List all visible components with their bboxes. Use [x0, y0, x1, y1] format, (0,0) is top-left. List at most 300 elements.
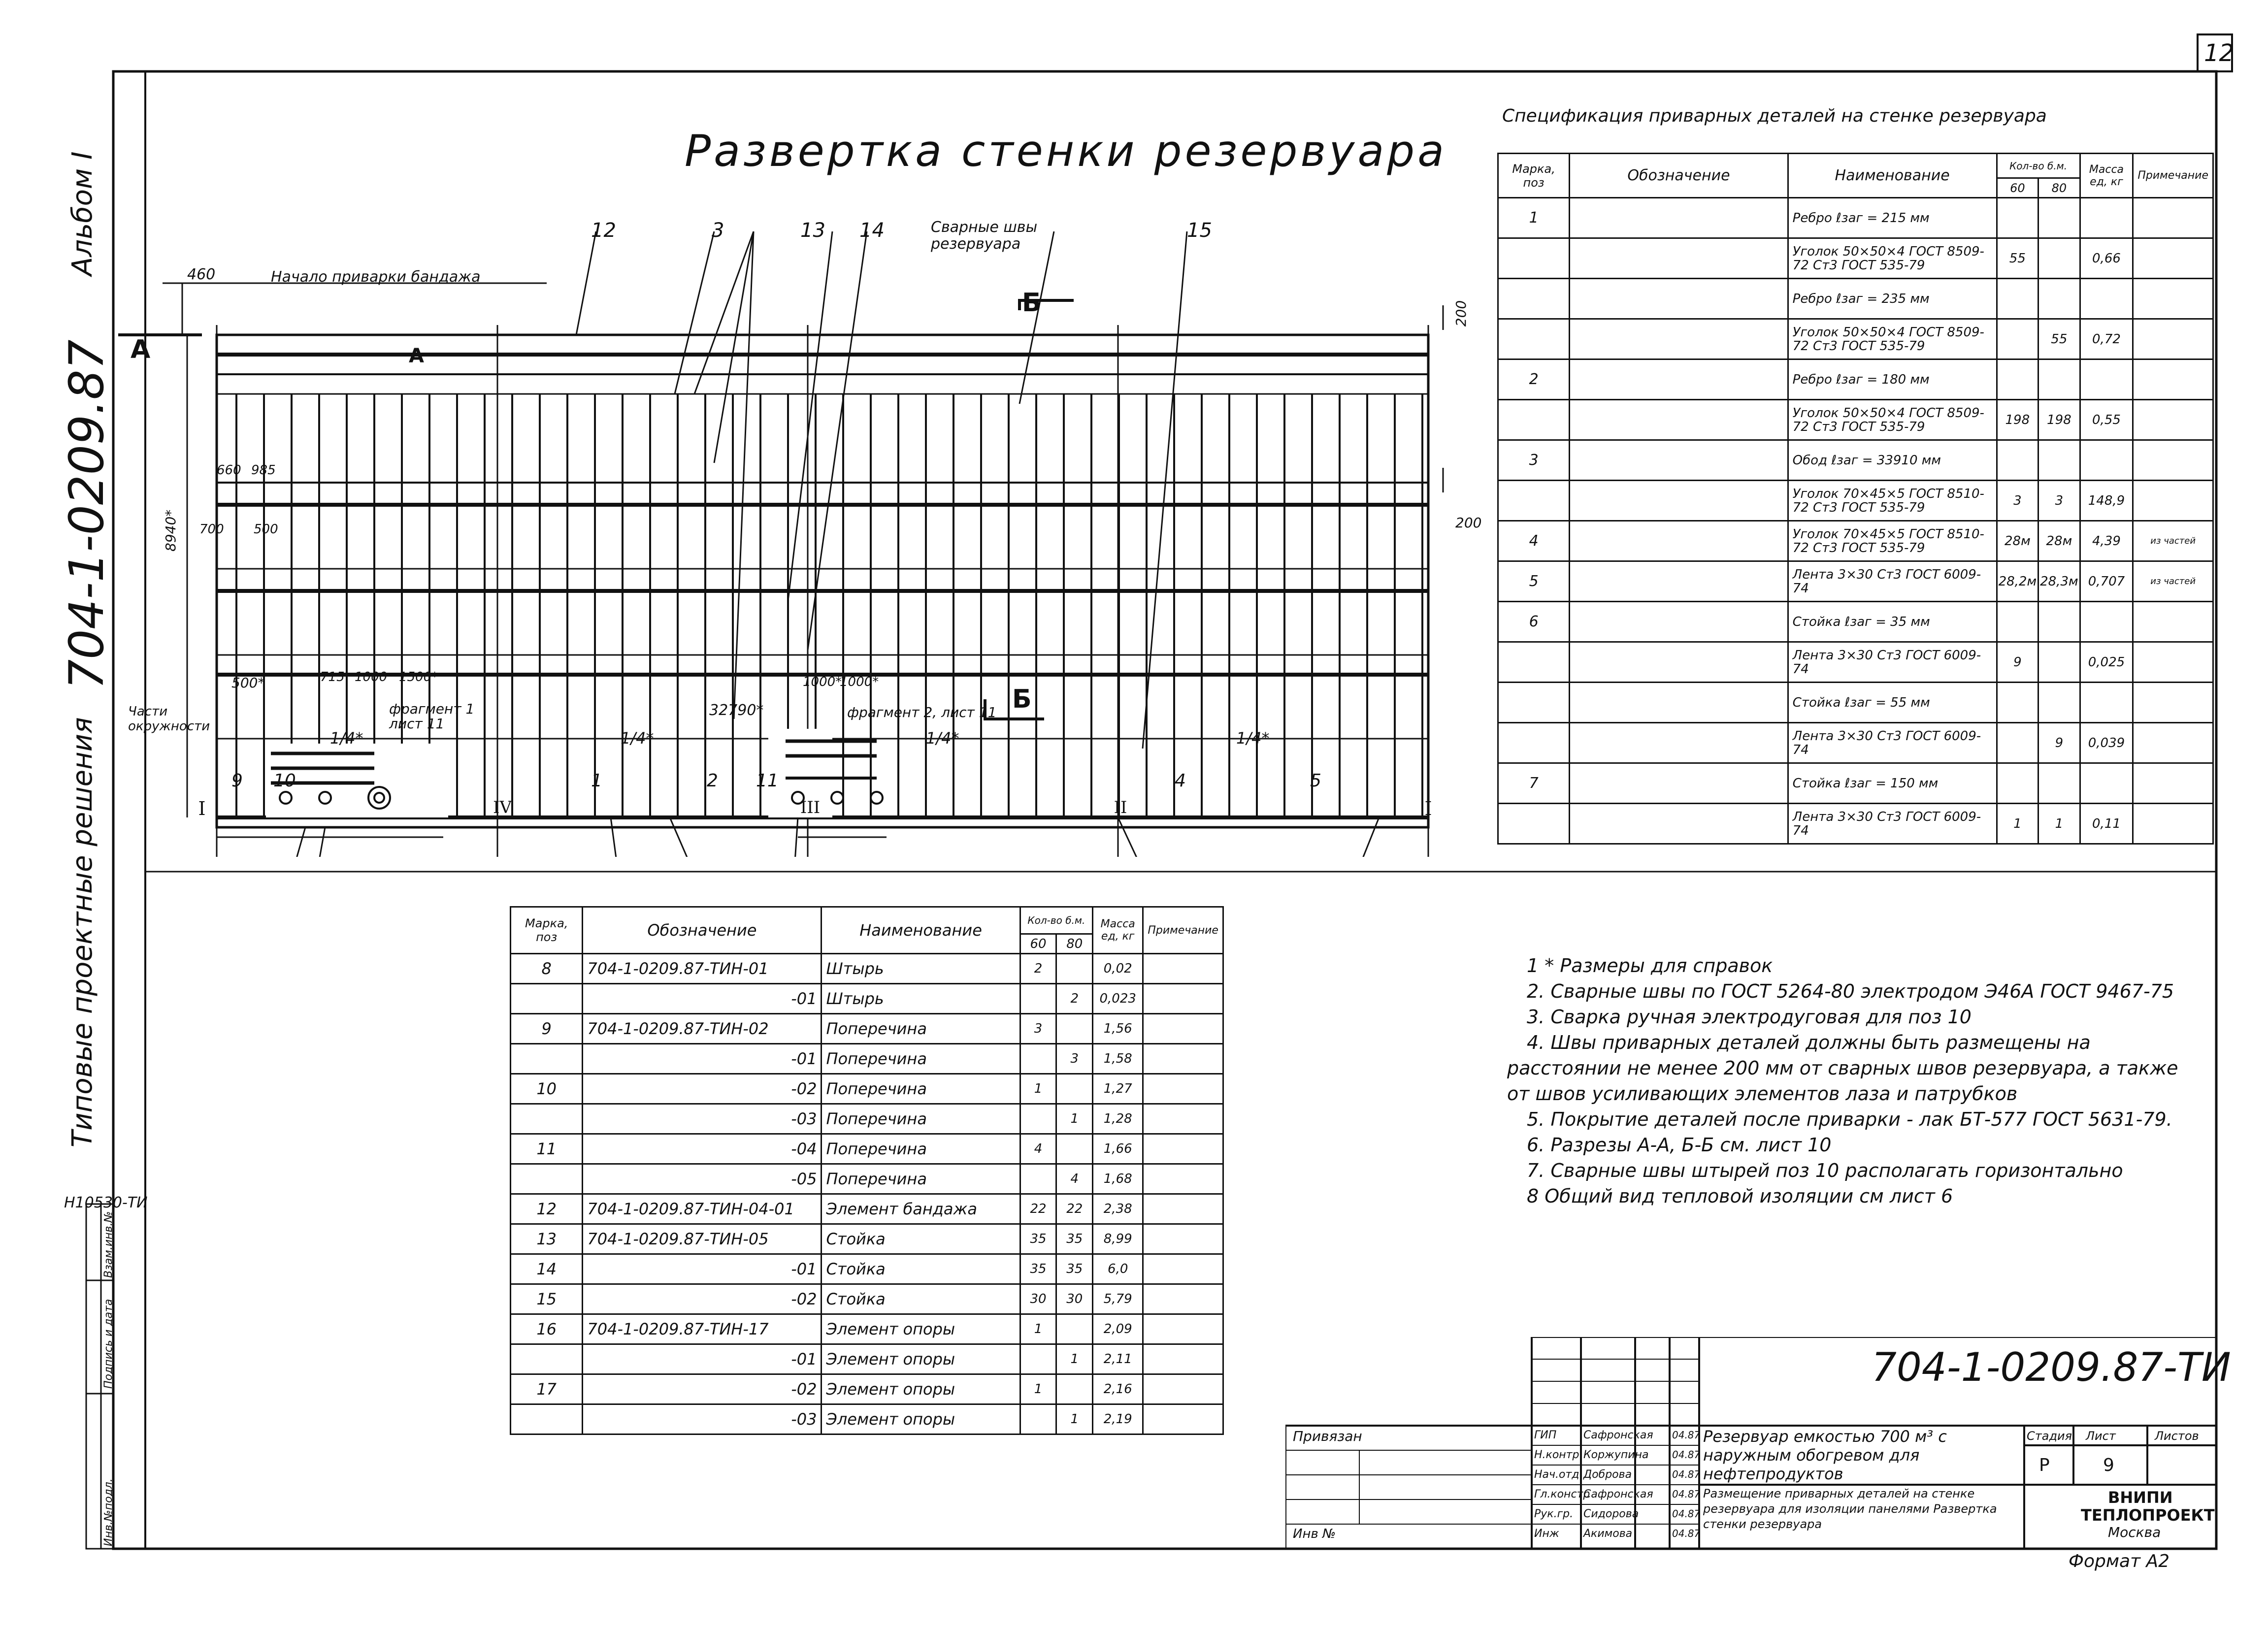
table-cell: [1997, 440, 2038, 481]
table-cell: [1570, 481, 1788, 521]
table-cell: 3: [1020, 1014, 1056, 1044]
table-cell: [1997, 602, 2038, 642]
series-label: Типовые проектные решения: [66, 717, 99, 1147]
table-row: [1498, 400, 2213, 440]
bound-label: Привязан: [1293, 1428, 1362, 1444]
table-cell: [1143, 1134, 1223, 1164]
table-cell: 55: [2038, 319, 2080, 359]
table-cell: 198: [1997, 400, 2038, 440]
col-qty-60: 60: [1997, 178, 2038, 198]
date-2: 04.87: [1672, 1449, 1701, 1461]
table-cell: [1997, 359, 2038, 400]
table-cell: [1498, 238, 1570, 279]
drawing-title: Развертка стенки резервуара: [685, 126, 1447, 176]
col-mass: Масса ед, кг: [2080, 154, 2133, 198]
table-cell: [511, 1104, 583, 1134]
callout-10: 10: [273, 771, 296, 791]
table-cell: [1570, 723, 1788, 763]
date-1: 04.87: [1672, 1429, 1701, 1441]
table-cell: Элемент опоры: [822, 1374, 1020, 1404]
spec-title: Спецификация приварных деталей на стенке резервуара: [1502, 106, 2047, 126]
fragment-2-label: фрагмент 2, лист 11: [847, 704, 997, 720]
dim-700: 700: [199, 522, 224, 537]
doc-code: 704-1-0209.87-ТИ: [1872, 1344, 2231, 1390]
table-cell: 1,27: [1093, 1074, 1143, 1104]
table-cell: 0,025: [2080, 642, 2133, 683]
table-cell: Лента 3×30 Ст3 ГОСТ 6009-74: [1788, 723, 1997, 763]
table-cell: 10: [511, 1074, 583, 1104]
table-cell: -01: [583, 984, 822, 1014]
callout-5: 5: [1310, 771, 1321, 791]
role-inzh: Инж: [1534, 1528, 1559, 1540]
dim-200-right: 200: [1455, 515, 1482, 531]
table-cell: 35: [1056, 1224, 1093, 1254]
role-ncontr: Н.контр: [1534, 1449, 1579, 1461]
table-cell: [2080, 359, 2133, 400]
table-row: [1498, 642, 2213, 683]
table-cell: 704-1-0209.87-ТИН-04-01: [583, 1194, 822, 1224]
stage-value: Р: [2039, 1455, 2050, 1475]
dim-715: 715: [320, 670, 345, 684]
table-cell: Элемент опоры: [822, 1404, 1020, 1434]
table-cell: Стойка: [822, 1284, 1020, 1314]
table-cell: 198: [2038, 400, 2080, 440]
table-cell: Элемент опоры: [822, 1344, 1020, 1374]
table-cell: 12: [511, 1194, 583, 1224]
callout-11: 11: [756, 771, 779, 791]
project-title: Резервуар емкостью 700 м³ с наружным обогревом для нефтепродуктов: [1703, 1427, 1947, 1483]
table-cell: 35: [1020, 1254, 1056, 1284]
table-cell: -01: [583, 1254, 822, 1284]
table-cell: [511, 1404, 583, 1434]
table-cell: Поперечина: [822, 1014, 1020, 1044]
axis-iv: IV: [493, 798, 512, 817]
sheet-number: 12: [2204, 39, 2235, 67]
table-cell: 2,09: [1093, 1314, 1143, 1344]
table-cell: [1498, 279, 1570, 319]
table-cell: [1570, 400, 1788, 440]
table-row: [511, 1284, 1223, 1314]
col-note: Примечание: [2133, 154, 2213, 198]
callout-9: 9: [231, 771, 243, 791]
table-cell: Элемент опоры: [822, 1314, 1020, 1344]
table-cell: [1143, 984, 1223, 1014]
section-b-top: Б: [1022, 288, 1042, 318]
section-a-mark: А: [409, 345, 424, 367]
table-row: [511, 1254, 1223, 1284]
parts-col-qty-60: 60: [1020, 934, 1056, 954]
table-cell: 5: [1498, 561, 1570, 602]
table-cell: [2133, 319, 2213, 359]
table-cell: 28м: [2038, 521, 2080, 561]
table-cell: [2080, 683, 2133, 723]
dim-1000-b: 1000*: [840, 675, 879, 689]
table-row: [1498, 723, 2213, 763]
table-cell: 1,56: [1093, 1014, 1143, 1044]
axis-i-left: I: [198, 798, 206, 819]
table-cell: -03: [583, 1404, 822, 1434]
table-cell: [2133, 683, 2213, 723]
table-cell: [2038, 279, 2080, 319]
table-cell: [2038, 198, 2080, 238]
table-cell: 1: [1020, 1374, 1056, 1404]
table-cell: 28,3м: [2038, 561, 2080, 602]
table-cell: Ребро ℓзаг = 180 мм: [1788, 359, 1997, 400]
inv-code: Н10530-ТИ: [64, 1194, 148, 1211]
welded-parts-spec-table: [1497, 153, 2214, 845]
table-cell: 1: [1997, 804, 2038, 844]
section-a-left: А: [131, 335, 151, 364]
table-cell: Уголок 50×50×4 ГОСТ 8509-72 Ст3 ГОСТ 535-79: [1788, 238, 1997, 279]
name-4: Сафронская: [1583, 1488, 1653, 1500]
table-cell: 3: [1056, 1044, 1093, 1074]
table-cell: 0,55: [2080, 400, 2133, 440]
dim-1500: 1500*: [399, 670, 438, 684]
table-cell: 6: [1498, 602, 1570, 642]
axis-iii: III: [800, 798, 821, 817]
table-cell: [1570, 359, 1788, 400]
table-cell: Уголок 50×50×4 ГОСТ 8509-72 Ст3 ГОСТ 535-79: [1788, 319, 1997, 359]
table-cell: 0,66: [2080, 238, 2133, 279]
date-4: 04.87: [1672, 1488, 1701, 1500]
date-5: 04.87: [1672, 1508, 1701, 1520]
table-cell: [1570, 683, 1788, 723]
table-cell: 0,11: [2080, 804, 2133, 844]
dim-660: 660: [217, 463, 241, 478]
table-cell: [1143, 1374, 1223, 1404]
table-cell: [1020, 984, 1056, 1014]
section-b-bottom: Б: [1012, 684, 1032, 714]
table-cell: [2133, 400, 2213, 440]
table-cell: [2080, 440, 2133, 481]
table-cell: -02: [583, 1374, 822, 1404]
table-cell: Лента 3×30 Ст3 ГОСТ 6009-74: [1788, 561, 1997, 602]
table-cell: Штырь: [822, 954, 1020, 984]
dim-500: 500: [254, 522, 278, 537]
table-cell: 7: [1498, 763, 1570, 804]
dim-460: 460: [187, 266, 216, 283]
table-cell: 1: [2038, 804, 2080, 844]
table-cell: [1997, 723, 2038, 763]
stage-label: Стадия: [2027, 1429, 2072, 1443]
table-row: [1498, 440, 2213, 481]
table-cell: [1570, 602, 1788, 642]
wall-development-drawing: [118, 207, 1507, 857]
table-cell: 1,66: [1093, 1134, 1143, 1164]
table-cell: 35: [1056, 1254, 1093, 1284]
table-row: [1498, 198, 2213, 238]
role-rukgr: Рук.гр.: [1534, 1508, 1574, 1520]
name-2: Коржупина: [1583, 1449, 1649, 1461]
table-cell: 2: [1498, 359, 1570, 400]
table-cell: [1143, 1404, 1223, 1434]
table-cell: [1498, 642, 1570, 683]
quarter-4: 1/4*: [1236, 729, 1270, 748]
table-cell: 1: [1056, 1344, 1093, 1374]
table-cell: [2038, 359, 2080, 400]
table-cell: [1498, 481, 1570, 521]
table-cell: 4: [1056, 1164, 1093, 1194]
table-row: [511, 1134, 1223, 1164]
table-cell: Поперечина: [822, 1134, 1020, 1164]
table-cell: [1056, 1014, 1093, 1044]
dim-500-bottom: 500*: [231, 675, 265, 691]
table-cell: Поперечина: [822, 1044, 1020, 1074]
table-row: [1498, 804, 2213, 844]
callout-12: 12: [591, 219, 616, 242]
inv-label: Инв №: [1293, 1527, 1336, 1541]
note-5: 5. Покрытие деталей после приварки - лак БТ-577 ГОСТ 5631-79.: [1527, 1108, 2172, 1130]
table-cell: [2038, 763, 2080, 804]
table-cell: 0,707: [2080, 561, 2133, 602]
table-cell: 4: [1498, 521, 1570, 561]
table-cell: [1020, 1344, 1056, 1374]
table-cell: Штырь: [822, 984, 1020, 1014]
table-cell: [1143, 1254, 1223, 1284]
table-cell: [1056, 1374, 1093, 1404]
table-cell: -05: [583, 1164, 822, 1194]
table-cell: [2080, 279, 2133, 319]
parts-col-name: Наименование: [822, 907, 1020, 954]
dim-985: 985: [251, 463, 276, 478]
table-cell: [1056, 1134, 1093, 1164]
table-cell: 704-1-0209.87-ТИН-17: [583, 1314, 822, 1344]
table-cell: [511, 984, 583, 1014]
role-gip: ГИП: [1534, 1429, 1557, 1441]
table-cell: 6,0: [1093, 1254, 1143, 1284]
table-row: [1498, 521, 2213, 561]
table-cell: Уголок 70×45×5 ГОСТ 8510-72 Ст3 ГОСТ 535-79: [1788, 481, 1997, 521]
table-cell: [511, 1164, 583, 1194]
table-cell: [2038, 683, 2080, 723]
table-row: [1498, 561, 2213, 602]
table-cell: [1143, 1074, 1223, 1104]
note-8: 8 Общий вид тепловой изоляции см лист 6: [1527, 1185, 1953, 1207]
table-row: [511, 984, 1223, 1014]
table-cell: 2,16: [1093, 1374, 1143, 1404]
table-row: [511, 1164, 1223, 1194]
table-cell: 1: [1020, 1074, 1056, 1104]
table-cell: [2038, 602, 2080, 642]
table-cell: [2133, 198, 2213, 238]
table-cell: [1143, 1194, 1223, 1224]
format-label: Формат А2: [2069, 1551, 2170, 1571]
table-cell: [1143, 1044, 1223, 1074]
table-cell: 2: [1056, 984, 1093, 1014]
col-qty: Кол-во б.м.: [1997, 154, 2080, 178]
table-cell: 3: [2038, 481, 2080, 521]
table-cell: [2133, 279, 2213, 319]
table-cell: [1570, 561, 1788, 602]
dim-total: 32790*: [709, 702, 764, 719]
sheet-label: Лист: [2086, 1429, 2116, 1443]
table-cell: -01: [583, 1344, 822, 1374]
table-cell: 0,039: [2080, 723, 2133, 763]
note-6: 6. Разрезы А-А, Б-Б см. лист 10: [1527, 1134, 1832, 1156]
table-cell: [2133, 602, 2213, 642]
table-cell: 28м: [1997, 521, 2038, 561]
table-cell: 22: [1056, 1194, 1093, 1224]
table-cell: Лента 3×30 Ст3 ГОСТ 6009-74: [1788, 642, 1997, 683]
name-3: Доброва: [1583, 1468, 1632, 1481]
table-cell: [1997, 683, 2038, 723]
table-cell: 13: [511, 1224, 583, 1254]
parts-label: Части окружности: [128, 704, 210, 734]
parts-col-mark: Марка, поз: [511, 907, 583, 954]
table-cell: [2133, 481, 2213, 521]
table-row: [1498, 238, 2213, 279]
table-cell: 22: [1020, 1194, 1056, 1224]
table-row: [1498, 481, 2213, 521]
parts-col-mass: Масса ед, кг: [1093, 907, 1143, 954]
callout-14: 14: [859, 219, 885, 242]
table-cell: 2,11: [1093, 1344, 1143, 1374]
table-cell: Стойка ℓзаг = 55 мм: [1788, 683, 1997, 723]
dim-height: 8940*: [163, 509, 179, 552]
note-2: 2. Сварные швы по ГОСТ 5264-80 электродом Э46А ГОСТ 9467-75: [1527, 980, 2174, 1002]
table-cell: 3: [1498, 440, 1570, 481]
table-cell: [1570, 279, 1788, 319]
table-cell: 1,58: [1093, 1044, 1143, 1074]
table-cell: [1020, 1164, 1056, 1194]
table-cell: [2133, 440, 2213, 481]
table-cell: 8: [511, 954, 583, 984]
stamp-cell-1: Взам.инв.№: [102, 1211, 115, 1278]
table-cell: [1498, 400, 1570, 440]
table-cell: [2133, 238, 2213, 279]
table-cell: 704-1-0209.87-ТИН-02: [583, 1014, 822, 1044]
dim-200-top: 200: [1453, 300, 1470, 327]
table-cell: 3: [1997, 481, 2038, 521]
table-cell: 1: [1056, 1104, 1093, 1134]
table-row: [511, 1104, 1223, 1134]
table-cell: -04: [583, 1134, 822, 1164]
table-cell: [511, 1344, 583, 1374]
table-cell: Лента 3×30 Ст3 ГОСТ 6009-74: [1788, 804, 1997, 844]
table-row: [511, 1344, 1223, 1374]
dim-1000-a: 1000*: [803, 675, 842, 689]
col-designation: Обозначение: [1570, 154, 1788, 198]
note-7: 7. Сварные швы штырей поз 10 располагать горизонтально: [1527, 1160, 2123, 1181]
table-row: [511, 1314, 1223, 1344]
callout-3: 3: [712, 219, 724, 242]
table-cell: -02: [583, 1074, 822, 1104]
org-line-2: ТЕПЛОПРОЕКТ: [2081, 1506, 2215, 1525]
table-cell: [1498, 319, 1570, 359]
table-cell: Стойка: [822, 1254, 1020, 1284]
start-bandage-label: Начало приварки бандажа: [271, 268, 481, 286]
table-cell: Стойка ℓзаг = 35 мм: [1788, 602, 1997, 642]
callout-1: 1: [591, 771, 602, 791]
table-cell: [1997, 763, 2038, 804]
stamp-cell-3: Инв.№подл.: [102, 1478, 115, 1546]
table-cell: из частей: [2133, 521, 2213, 561]
parts-col-qty: Кол-во б.м.: [1020, 907, 1092, 934]
table-cell: 0,72: [2080, 319, 2133, 359]
table-cell: 55: [1997, 238, 2038, 279]
sheet-value: 9: [2103, 1455, 2114, 1475]
table-cell: Стойка ℓзаг = 150 мм: [1788, 763, 1997, 804]
table-row: [511, 1224, 1223, 1254]
table-cell: [2080, 198, 2133, 238]
note-4-end: от швов усиливающих элементов лаза и патрубков: [1507, 1083, 2018, 1105]
note-1: 1 * Размеры для справок: [1527, 955, 1773, 977]
quarter-3: 1/4*: [926, 729, 959, 748]
table-cell: [2133, 804, 2213, 844]
table-cell: [1498, 683, 1570, 723]
table-cell: [2080, 602, 2133, 642]
table-cell: [2038, 440, 2080, 481]
table-cell: [1570, 521, 1788, 561]
table-cell: [1143, 1284, 1223, 1314]
table-cell: 1,68: [1093, 1164, 1143, 1194]
name-6: Акимова: [1583, 1528, 1633, 1540]
name-5: Сидорова: [1583, 1508, 1639, 1520]
table-cell: Обод ℓзаг = 33910 мм: [1788, 440, 1997, 481]
table-cell: [1570, 238, 1788, 279]
table-cell: [1143, 1014, 1223, 1044]
table-cell: [1143, 954, 1223, 984]
date-6: 04.87: [1672, 1528, 1701, 1539]
callout-13: 13: [800, 219, 825, 242]
callout-15: 15: [1187, 219, 1212, 242]
table-row: [1498, 683, 2213, 723]
welds-label: Сварные швы резервуара: [931, 219, 1038, 253]
table-cell: [1056, 1314, 1093, 1344]
table-row: [511, 1014, 1223, 1044]
quarter-1: 1/4*: [330, 729, 363, 748]
table-cell: [511, 1044, 583, 1074]
table-cell: Стойка: [822, 1224, 1020, 1254]
table-cell: [1570, 804, 1788, 844]
col-mark: Марка, поз: [1498, 154, 1570, 198]
parts-col-qty-80: 80: [1056, 934, 1093, 954]
table-cell: [1020, 1104, 1056, 1134]
note-4: 4. Швы приварных деталей должны быть размещены на: [1527, 1032, 2091, 1053]
table-cell: Уголок 50×50×4 ГОСТ 8509-72 Ст3 ГОСТ 535-79: [1788, 400, 1997, 440]
table-cell: Поперечина: [822, 1074, 1020, 1104]
table-cell: 1: [1020, 1314, 1056, 1344]
table-cell: Ребро ℓзаг = 235 мм: [1788, 279, 1997, 319]
sheets-label: Листов: [2155, 1429, 2199, 1443]
table-cell: [2133, 359, 2213, 400]
table-cell: 30: [1020, 1284, 1056, 1314]
stamp-cell-2: Подпись и дата: [102, 1299, 115, 1389]
name-1: Сафронская: [1583, 1429, 1653, 1441]
table-cell: [1570, 198, 1788, 238]
parts-col-note: Примечание: [1143, 907, 1223, 954]
table-cell: 8,99: [1093, 1224, 1143, 1254]
date-3: 04.87: [1672, 1468, 1701, 1480]
callout-4: 4: [1175, 771, 1186, 791]
table-row: [511, 1044, 1223, 1074]
table-cell: [1570, 440, 1788, 481]
table-cell: [1498, 723, 1570, 763]
table-cell: [1997, 279, 2038, 319]
table-cell: [1056, 954, 1093, 984]
col-name: Наименование: [1788, 154, 1997, 198]
org-line-3: Москва: [2108, 1524, 2161, 1540]
table-cell: 1: [1498, 198, 1570, 238]
table-cell: 17: [511, 1374, 583, 1404]
table-cell: [2038, 238, 2080, 279]
table-cell: Поперечина: [822, 1164, 1020, 1194]
table-cell: 704-1-0209.87-ТИН-05: [583, 1224, 822, 1254]
fragment-1-label: фрагмент 1 лист 11: [389, 701, 475, 732]
role-nachotd: Нач.отд: [1534, 1468, 1579, 1481]
table-cell: 1: [1056, 1404, 1093, 1434]
table-cell: 1,28: [1093, 1104, 1143, 1134]
